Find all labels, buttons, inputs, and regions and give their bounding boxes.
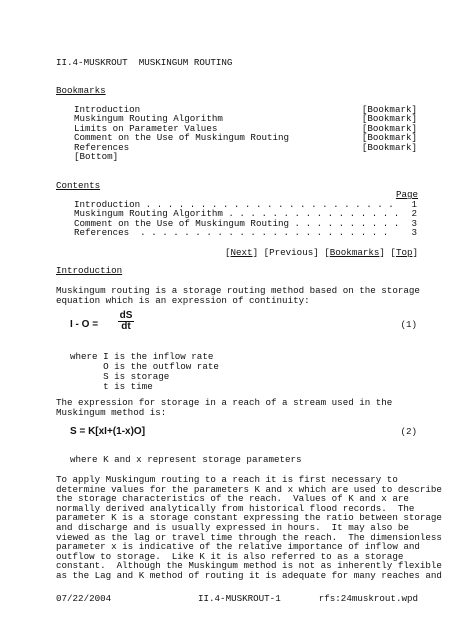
bookmark-label-algorithm: Muskingum Routing Algorithm (74, 113, 223, 124)
bookmark-link-limits[interactable]: [Bookmark] (361, 123, 417, 134)
equation-1-number: (1) (400, 319, 417, 330)
toc-page-references: 3 (411, 227, 417, 238)
bookmark-link-algorithm[interactable]: [Bookmark] (361, 113, 417, 124)
bookmark-label-limits: Limits on Parameter Values (74, 123, 218, 134)
intro-paragraph-2: The expression for storage in a reach of a stream used in the Muskingum method is: (56, 397, 393, 418)
where-block-2: where K and x represent storage parameters (70, 454, 302, 465)
intro-paragraph-1: Muskingum routing is a storage routing method based on the storage equation which is an expression of continuity: (56, 285, 420, 306)
nav-bookmarks-link[interactable]: Bookmarks (329, 247, 380, 258)
nav-bookmarks-bracket-close: ] [ (379, 247, 396, 258)
nav-bookmarks-bracket-open: [ (318, 247, 330, 258)
toc-entry-comment[interactable]: Comment on the Use of Muskingum Routing . . . . . . . . . . (74, 218, 400, 229)
toc-page-algorithm: 2 (411, 208, 417, 219)
nav-bar (225, 248, 418, 258)
introduction-heading: Introduction (56, 265, 123, 276)
bottom-link[interactable]: [Bottom] (74, 151, 119, 162)
footer-page-id: II.4-MUSKROUT-1 (198, 593, 281, 604)
bookmark-label-references: References (74, 142, 130, 153)
nav-previous-link[interactable]: [Previous] (263, 247, 319, 258)
equation-1-denominator: dt (121, 321, 131, 332)
bookmarks-heading: Bookmarks (56, 85, 106, 96)
footer-date: 07/22/2004 (56, 593, 112, 604)
page-header-title: II.4-MUSKROUT MUSKINGUM ROUTING (56, 57, 233, 68)
bookmark-link-introduction[interactable]: [Bookmark] (361, 104, 417, 115)
bookmark-link-comment[interactable]: [Bookmark] (361, 132, 417, 143)
toc-entry-references[interactable]: References . . . . . . . . . . . . . . . . . . . . . . . (74, 227, 389, 238)
contents-page-label: Page (395, 189, 418, 200)
nav-next-bracket-open: [ (224, 247, 231, 258)
toc-entry-algorithm[interactable]: Muskingum Routing Algorithm . . . . . . . . . . . . . . . . (74, 208, 400, 219)
equation-1-numerator: dS (119, 310, 133, 321)
contents-heading: Contents (56, 180, 101, 191)
nav-top-link[interactable]: Top (395, 247, 413, 258)
nav-top-bracket-close: ] (412, 247, 418, 258)
toc-page-introduction: 1 (411, 199, 417, 210)
bookmark-label-introduction: Introduction (74, 104, 141, 115)
toc-entry-introduction[interactable]: Introduction . . . . . . . . . . . . . . . . . . . . . . . (74, 199, 394, 210)
footer-file-ref: rfs:24muskrout.wpd (318, 593, 418, 604)
equation-2: S = K[xI+(1-x)O] (70, 426, 146, 437)
equation-2-number: (2) (400, 426, 417, 437)
equation-1-left: I - O = (70, 319, 99, 330)
nav-next-bracket-close: ] (252, 247, 264, 258)
intro-paragraph-3: To apply Muskingum routing to a reach it is first necessary to determine values for the parameters K and x which are used to describe the storage characteristics of the reach. Values of K and x are normally derived analytically from historical flood records. The parameter K is a storage constant expressing the ratio between storage and discharge and is usually expressed in hours. It may also be viewed as the lag or travel time through the reach. The dimensionless parameter x is indicative of the relative importance of inflow and outflow to storage. Like K it is also referred to as a storage constant. Although the Muskingum method is not as inherently flexible as the Lag and K method of routing it is adequate for many reaches and (56, 474, 442, 581)
equation-1-fraction (118, 311, 134, 332)
toc-page-comment: 3 (411, 218, 417, 229)
bookmark-label-comment: Comment on the Use of Muskingum Routing (74, 132, 290, 143)
where-block-1: where I is the inflow rate O is the outflow rate S is storage t is time (70, 351, 219, 392)
nav-next-link[interactable]: Next (230, 247, 253, 258)
bookmark-link-references[interactable]: [Bookmark] (361, 142, 417, 153)
